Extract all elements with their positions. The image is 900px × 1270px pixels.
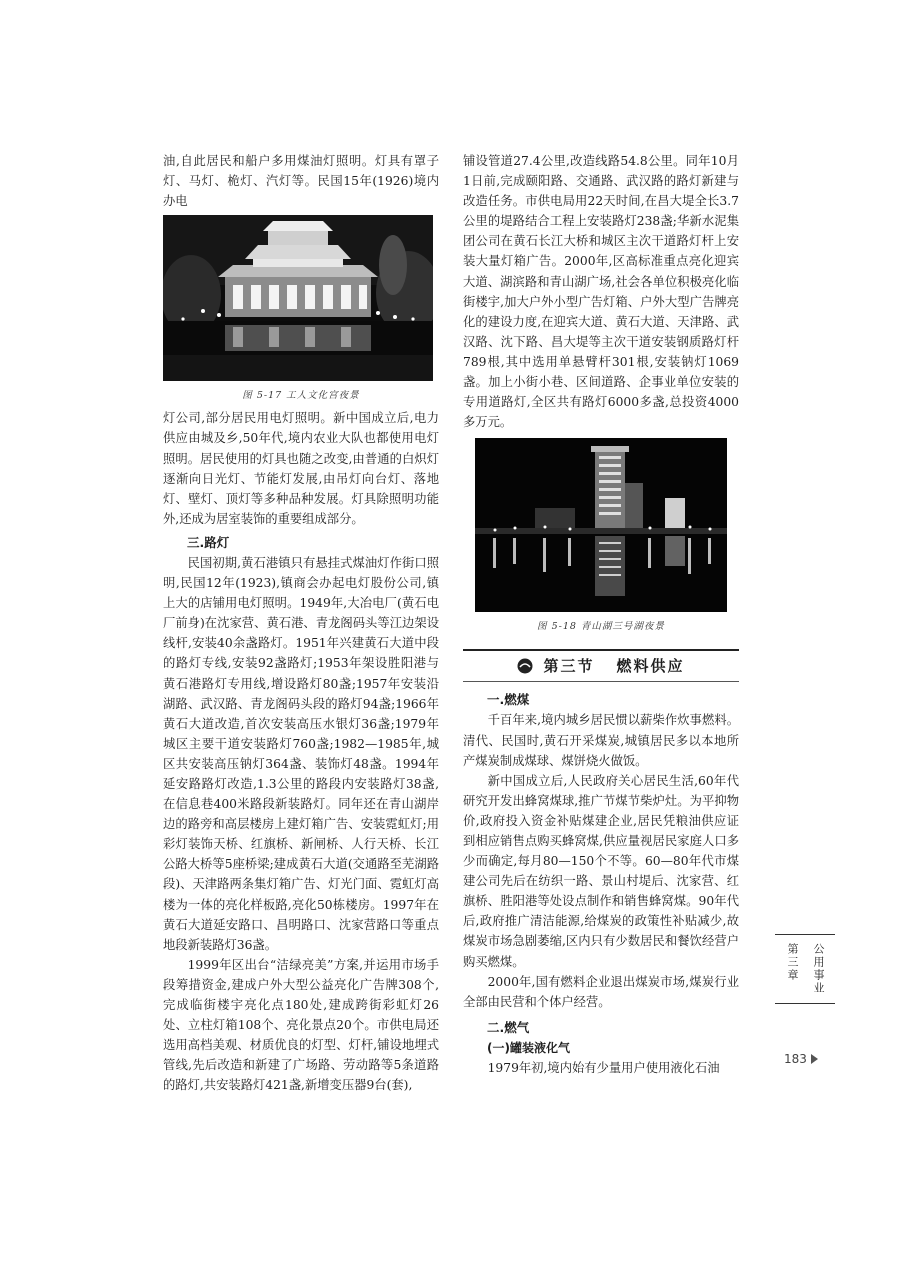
paragraph: 2000年,国有燃料企业退出煤炭市场,煤炭行业全部由民营和个体户经营。 <box>463 974 739 1009</box>
figure-qingshan-lake <box>475 438 739 612</box>
paragraph: 新中国成立后,人民政府关心居民生活,60年代研究开发出蜂窝煤球,推广节煤节柴炉灶。为平抑物价,政府投入资金补贴煤建企业,居民凭粮油供应证到相应销售点购买蜂窝煤,供应量视居民家庭人口多少而确定,每月80—150个不等。60—80年代市煤建公司先后在纺织一路、景山村堤后、沈家营、红旗桥、胜阳港等处设点制作和销售蜂窝煤。90年代后,政府推广清洁能源,给煤炭的政策性补贴减少,故煤炭市场急剧萎缩,区内只有少数居民和餐饮经营户购买燃煤。 <box>463 773 739 969</box>
figure-workers-cultural-palace <box>163 215 439 381</box>
subheading-lpg: (一)罐装液化气 <box>487 1040 570 1055</box>
night-photo-lake <box>475 438 727 612</box>
right-column <box>463 151 739 1078</box>
triangle-right-icon <box>811 1054 818 1064</box>
paragraph: 1979年初,境内始有少量用户使用液化石油 <box>487 1060 720 1075</box>
page-number-text: 183 <box>784 1052 807 1066</box>
heading-gas: 二.燃气 <box>487 1019 530 1035</box>
paragraph: 铺设管道27.4公里,改造线路54.8公里。同年10月1日前,完成颐阳路、交通路、武汉路的路灯新建与改造任务。市供电局用22天时间,在昌大堤全长3.7公里的堤路结合工程上安装路灯238盏;华新水泥集团公司在黄石长江大桥和城区主次干道路灯杆上安装大量灯箱广告。2000年,区高标准重点亮化迎宾大道、湖滨路和青山湖广场,社会各单位积极亮化临街楼宇,加大户外小型广告灯箱、户外大型广告牌亮化的建设力度,在迎宾大道、黄石大道、天津路、武汉路、沈下路、昌大堤等主次干道安装钢质路灯杆789根,其中选用单悬臂杆301根,安装钠灯1069盏。加上小街小巷、区间道路、企事业单位安装的专用道路灯,全区共有路灯6000多盏,总投资4000多万元。 <box>463 154 739 430</box>
paragraph: 民国初期,黄石港镇只有悬挂式煤油灯作街口照明,民国12年(1923),镇商会办起电灯股份公司,镇上大的店铺用电灯照明。1949年,大冶电厂(黄石电厂前身)在沈家营、黄石港、青龙阁码头等江边架设线杆,安装40余盏路灯。1951年兴建黄石大道中段的路灯专线,安装92盏路灯;1953年架设胜阳港与黄石港路灯专用线,增设路灯80盏;1957年安装沿湖路、武汉路、青龙阁码头段的路灯94盏;1966年黄石大道改造,首次安装高压水银灯36盏;1979年城区主要干道安装路灯760盏;1982—1985年,城区共安装高压钠灯364盏、装饰灯48盏。1994年延安路路灯改造,1.3公里的路段内安装路灯38盏,在信息巷400米路段新装路灯。同年还在青山湖岸边的路旁和高层楼房上建灯箱广告、安装霓虹灯;用彩灯装饰天桥、红旗桥、新闸桥、人行天桥、长江公路大桥等5座桥梁;建成黄石大道(交通路至芜湖路段)、天津路两条集灯箱广告、灯光门面、霓虹灯高楼为一体的亮化样板路,亮化50栋楼房。1997年在黄石大道延安路口、昌明路口、沈家营路口等重点地段新装路灯36盏。 <box>163 555 439 952</box>
section-title: 燃料供应 <box>616 657 685 676</box>
chapter-side-tab <box>775 934 835 1004</box>
section-bullet-icon <box>517 658 533 674</box>
chapter-label: 第三章 <box>786 943 799 982</box>
section-header <box>463 649 739 682</box>
chapter-topic: 公用事业 <box>812 943 825 995</box>
paragraph: 1999年区出台“洁绿亮美”方案,并运用市场手段筹措资金,建成户外大型公益亮化广告牌308个,完成临街楼宇亮化点180处,建成跨街彩虹灯26处、立柱灯箱108个、亮化景点20个。市供电局还选用高档美观、材质优良的灯型、灯杆,铺设地埋式管线,先后改造和新建了广场路、劳动路等5条道路的路灯,共安装路灯421盏,新增变压器9台(套), <box>163 957 439 1093</box>
heading-coal: 一.燃煤 <box>487 692 530 708</box>
night-photo-palace <box>163 215 433 381</box>
figure-caption: 图 5-17 工人文化宫夜景 <box>242 390 360 402</box>
page-number <box>784 1052 818 1066</box>
paragraph: 油,自此居民和船户多用煤油灯照明。灯具有罩子灯、马灯、桅灯、汽灯等。民国15年(1926)境内办电 <box>163 154 439 209</box>
divider <box>775 1003 835 1004</box>
heading-street-lights: 三.路灯 <box>187 534 230 550</box>
figure-caption: 图 5-18 青山湖三号湖夜景 <box>537 621 665 633</box>
paragraph: 灯公司,部分居民用电灯照明。新中国成立后,电力供应由城及乡,50年代,境内农业大队也都使用电灯照明。居民使用的灯具也随之改变,由普通的白炽灯逐渐向日光灯、节能灯发展,由吊灯向台灯、落地灯、壁灯、顶灯等多种品种发展。灯具除照明功能外,还成为居室装饰的重要组成部分。 <box>163 411 439 526</box>
left-column <box>163 151 439 1095</box>
paragraph: 千百年来,境内城乡居民惯以薪柴作炊事燃料。清代、民国时,黄石开采煤炭,城镇居民多以本地所产煤炭制成煤球、煤饼烧火做饭。 <box>463 713 739 768</box>
section-number: 第三节 <box>543 657 595 676</box>
